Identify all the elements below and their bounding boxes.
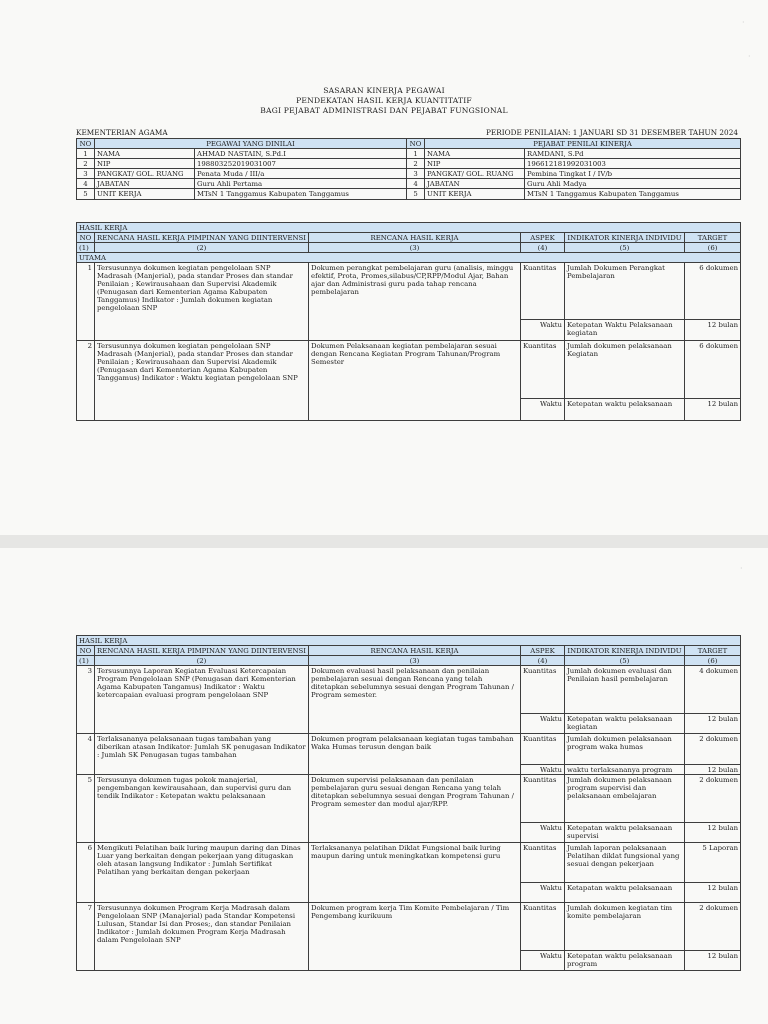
identity-table — [76, 138, 741, 200]
col-rencana-pimpinan: RENCANA HASIL KERJA PIMPINAN YANG DIINTERVENSI — [95, 233, 309, 243]
col-number: (6) — [685, 243, 741, 253]
item-target: 2 dokumen — [685, 775, 741, 823]
item-pimpinan: Tersusunnya dokumen kegiatan pengelolaan SNP Madrasah (Manjerial), pada standar Proses dan standar Penilaian ; Kewirausahaan dan Supervisi Akademik (Penugasan dari Kementerian Agama Kabupaten Tanggamus) Indikator : Jumlah dokumen kegiatan pengelolaan SNP — [95, 263, 309, 341]
row-no: 5 — [77, 189, 95, 199]
no-header: NO — [77, 139, 95, 149]
item-target: 6 dokumen — [685, 341, 741, 399]
item-rencana: Dokumen supervisi pelaksanaan dan penilaian pembelajaran guru sesuai dengan Rencana yang telah ditetapkan sebelumnya sesuai dengan Program Tahunan / Program semester dan modul ajar/RPP. — [309, 775, 521, 843]
item-aspek: Kuantitas — [521, 734, 565, 765]
col-target: TARGET — [685, 646, 741, 656]
col-number: (6) — [685, 656, 741, 666]
item-indikator: Ketepatan waktu pelaksanaan — [565, 399, 685, 421]
col-number: (2) — [95, 243, 309, 253]
table-row — [77, 666, 741, 714]
item-target: 5 Laporan — [685, 843, 741, 883]
col-number: (4) — [521, 243, 565, 253]
item-no: 5 — [77, 775, 95, 843]
section-label: HASIL KERJA — [77, 636, 741, 646]
row-label: JABATAN — [95, 179, 195, 189]
periode-label: PERIODE PENILAIAN: 1 JANUARI SD 31 DESEMBER TAHUN 2024 — [486, 128, 738, 137]
item-indikator: Ketepatan waktu pelaksanaan supervisi — [565, 823, 685, 843]
table-row — [77, 903, 741, 951]
item-rencana: Terlaksananya pelatihan Diklat Fungsional baik luring maupun daring untuk meningkatkan kompetensi guru — [309, 843, 521, 903]
item-target: 12 bulan — [685, 823, 741, 843]
instansi-label: KEMENTERIAN AGAMA — [76, 128, 168, 137]
item-target: 2 dokumen — [685, 903, 741, 951]
item-pimpinan: Tersusunnya dokumen Program Kerja Madrasah dalam Pengelolaan SNP (Manajerial) pada Standar Kompetensi Lulusan, Standar Isi dan Proses;, dan standar Penilaian Indikator : Jumlah dokumen Program Kerja Madrasah dalam Pengelolaan SNP — [95, 903, 309, 971]
item-rencana: Dokumen evaluasi hasil pelaksanaan dan penilaian pembelajaran sesuai dengan Rencana yang telah ditetapkan sebelumnya sesuai dengan Program Tahunan / Program semester. — [309, 666, 521, 734]
table-row — [77, 775, 741, 823]
row-label: NIP — [95, 159, 195, 169]
column-header-row — [77, 233, 741, 243]
row-no: 5 — [407, 189, 425, 199]
item-aspek: Waktu — [521, 765, 565, 775]
item-target: 12 bulan — [685, 883, 741, 903]
item-indikator: Ketepatan waktu pelaksanaan kegiatan — [565, 714, 685, 734]
item-indikator: Ketapatan waktu pelaksanaan — [565, 883, 685, 903]
item-pimpinan: Tersusunnya Laporan Kegiatan Evaluasi Ketercapaian Program Pengelolaan SNP (Penugasan dari Kementerian Agama Kabupaten Tangamus) Indikator : Waktu ketercapaian evaluasi program pengelolaan SNP — [95, 666, 309, 734]
column-number-row — [77, 243, 741, 253]
item-rencana: Dokumen program pelaksanaan kegiatan tugas tambahan Waka Humas terusun dengan baik — [309, 734, 521, 775]
item-indikator: Ketepatan waktu pelaksanaan program — [565, 951, 685, 971]
col-rencana: RENCANA HASIL KERJA — [309, 233, 521, 243]
item-target: 12 bulan — [685, 765, 741, 775]
identity-row — [77, 189, 741, 199]
utama-label: UTAMA — [77, 253, 741, 263]
table-row — [77, 341, 741, 399]
item-aspek: Waktu — [521, 823, 565, 843]
item-aspek: Waktu — [521, 714, 565, 734]
row-label: NIP — [425, 159, 525, 169]
hasil-kerja-table — [76, 222, 741, 421]
scan-speck: · — [748, 52, 751, 61]
col-no: NO — [77, 233, 95, 243]
pegawai-value: Guru Ahli Pertama — [195, 179, 407, 189]
row-label: PANGKAT/ GOL. RUANG — [95, 169, 195, 179]
row-label: PANGKAT/ GOL. RUANG — [425, 169, 525, 179]
pejabat-value: 196612181992031003 — [525, 159, 741, 169]
item-aspek: Kuantitas — [521, 341, 565, 399]
item-no: 3 — [77, 666, 95, 734]
table-row — [77, 263, 741, 320]
table-row — [77, 734, 741, 765]
col-indikator: INDIKATOR KINERJA INDIVIDU — [565, 233, 685, 243]
col-number: (1) — [77, 656, 95, 666]
scan-speck: · — [740, 564, 743, 573]
col-indikator: INDIKATOR KINERJA INDIVIDU — [565, 646, 685, 656]
item-indikator: Jumlah dokumen pelaksanaan program waka humas — [565, 734, 685, 765]
row-label: UNIT KERJA — [425, 189, 525, 199]
table-row — [77, 843, 741, 883]
row-label: UNIT KERJA — [95, 189, 195, 199]
identity-row — [77, 179, 741, 189]
row-label: NAMA — [95, 149, 195, 159]
item-target: 12 bulan — [685, 951, 741, 971]
hasil-kerja-table-continued — [76, 635, 741, 971]
col-rencana: RENCANA HASIL KERJA — [309, 646, 521, 656]
doc-subtitle: PENDEKATAN HASIL KERJA KUANTITATIF — [296, 96, 472, 105]
row-no: 2 — [77, 159, 95, 169]
pejabat-value: Pembina Tingkat I / IV/b — [525, 169, 741, 179]
item-target: 12 bulan — [685, 320, 741, 341]
item-aspek: Kuantitas — [521, 843, 565, 883]
col-number: (1) — [77, 243, 95, 253]
item-aspek: Waktu — [521, 320, 565, 341]
item-indikator: Jumlah dokumen pelaksanaan program supervisi dan pelaksanaan embelajaran — [565, 775, 685, 823]
pegawai-value: 198803252019031007 — [195, 159, 407, 169]
item-no: 4 — [77, 734, 95, 775]
row-no: 4 — [77, 179, 95, 189]
col-number: (2) — [95, 656, 309, 666]
item-rencana: Dokumen Pelaksanaan kegiatan pembelajaran sesuai dengan Rencana Kegiatan Program Tahunan/Program Semester — [309, 341, 521, 421]
row-no: 2 — [407, 159, 425, 169]
item-no: 2 — [77, 341, 95, 421]
col-number: (5) — [565, 243, 685, 253]
item-target: 6 dokumen — [685, 263, 741, 320]
item-aspek: Waktu — [521, 399, 565, 421]
item-aspek: Kuantitas — [521, 903, 565, 951]
col-rencana-pimpinan: RENCANA HASIL KERJA PIMPINAN YANG DIINTERVENSI — [95, 646, 309, 656]
item-rencana: Dokumen perangkat pembelajaran guru (analisis, minggu efektif, Prota, Promes,silabus/CP,RPP/Modul Ajar, Bahan ajar dan Administrasi guru pada tahap rencana pembelajaran — [309, 263, 521, 341]
identity-header-row — [77, 139, 741, 149]
item-no: 1 — [77, 263, 95, 341]
item-no: 6 — [77, 843, 95, 903]
row-no: 1 — [407, 149, 425, 159]
row-label: NAMA — [425, 149, 525, 159]
doc-title: SASARAN KINERJA PEGAWAI — [323, 86, 445, 95]
pegawai-value: Penata Muda / III/a — [195, 169, 407, 179]
item-aspek: Waktu — [521, 883, 565, 903]
row-label: JABATAN — [425, 179, 525, 189]
col-aspek: ASPEK — [521, 646, 565, 656]
section-label: HASIL KERJA — [77, 223, 741, 233]
item-indikator: Ketepatan Waktu Pelaksanaan kegiatan — [565, 320, 685, 341]
identity-row — [77, 169, 741, 179]
pejabat-value: RAMDANI, S.Pd — [525, 149, 741, 159]
col-number: (3) — [309, 243, 521, 253]
page-gap — [0, 535, 768, 548]
item-pimpinan: Tersusunya dokumen tugas pokok manajerial, pengembangan kewirausahaan, dan supervisi guru dan tendik Indikator : Ketepatan waktu pelaksanaan — [95, 775, 309, 843]
item-target: 4 dokumen — [685, 666, 741, 714]
col-number: (5) — [565, 656, 685, 666]
identity-row — [77, 159, 741, 169]
row-no: 4 — [407, 179, 425, 189]
row-no: 3 — [77, 169, 95, 179]
col-number: (3) — [309, 656, 521, 666]
row-no: 1 — [77, 149, 95, 159]
pegawai-header: PEGAWAI YANG DINILAI — [95, 139, 407, 149]
item-indikator: Jumlah dokumen evaluasi dan Penilaian hasil pembelajaran — [565, 666, 685, 714]
pejabat-header: PEJABAT PENILAI KINERJA — [425, 139, 741, 149]
item-aspek: Kuantitas — [521, 775, 565, 823]
item-indikator: Jumlah dokumen pelaksanaan Kegiatan — [565, 341, 685, 399]
column-number-row — [77, 656, 741, 666]
item-no: 7 — [77, 903, 95, 971]
item-aspek: Kuantitas — [521, 666, 565, 714]
pegawai-value: AHMAD NASTAIN, S.Pd.I — [195, 149, 407, 159]
col-target: TARGET — [685, 233, 741, 243]
no-header: NO — [407, 139, 425, 149]
page-2 — [0, 548, 768, 1024]
item-pimpinan: Mengikuti Pelatihan baik luring maupun daring dan Dinas Luar yang berkaitan dengan pekerjaan yang ditugaskan oleh atasan langsung Indikator : Jumlah Sertifikat Pelatihan yang berkaitan dengan pekerjaan — [95, 843, 309, 903]
item-indikator: waktu terlaksananya program — [565, 765, 685, 775]
item-indikator: Jumlah dokumen kegiatan tim komite pembelajaran — [565, 903, 685, 951]
item-target: 2 dokumen — [685, 734, 741, 765]
item-pimpinan: Tersusunnya dokumen kegiatan pengelolaan SNP Madrasah (Manjerial), pada standar Proses dan standar Penilaian ; Kewirausahaan dan Supervisi Akademik (Penugasan dari Kementerian Agama Kabupaten Tanggamus) Indikator : Waktu kegiatan pengelolaan SNP — [95, 341, 309, 421]
doc-subtitle-2: BAGI PEJABAT ADMINISTRASI DAN PEJABAT FUNGSIONAL — [260, 106, 508, 115]
identity-row — [77, 149, 741, 159]
pegawai-value: MTsN 1 Tanggamus Kabupaten Tanggamus — [195, 189, 407, 199]
item-indikator: Jumlah Dokumen Perangkat Pembelajaran — [565, 263, 685, 320]
item-target: 12 bulan — [685, 714, 741, 734]
col-number: (4) — [521, 656, 565, 666]
item-indikator: Jumlah laporan pelaksanaan Pelatihan diklat fungsional yang sesuai dengan pekerjaan — [565, 843, 685, 883]
item-aspek: Kuantitas — [521, 263, 565, 320]
item-pimpinan: Terlaksananya pelaksanaan tugas tambahan yang diberikan atasan Indikator: Jumlah SK penugasan Indikator : Jumlah SK Penugasan tugas tambahan — [95, 734, 309, 775]
column-header-row — [77, 646, 741, 656]
item-aspek: Waktu — [521, 951, 565, 971]
row-no: 3 — [407, 169, 425, 179]
item-target: 12 bulan — [685, 399, 741, 421]
item-rencana: Dokumen program kerja Tim Komite Pembelajaran / Tim Pengembang kurikuum — [309, 903, 521, 971]
col-aspek: ASPEK — [521, 233, 565, 243]
scan-speck: · — [742, 18, 745, 27]
col-no: NO — [77, 646, 95, 656]
pejabat-value: Guru Ahli Madya — [525, 179, 741, 189]
pejabat-value: MTsN 1 Tanggamus Kabupaten Tanggamus — [525, 189, 741, 199]
